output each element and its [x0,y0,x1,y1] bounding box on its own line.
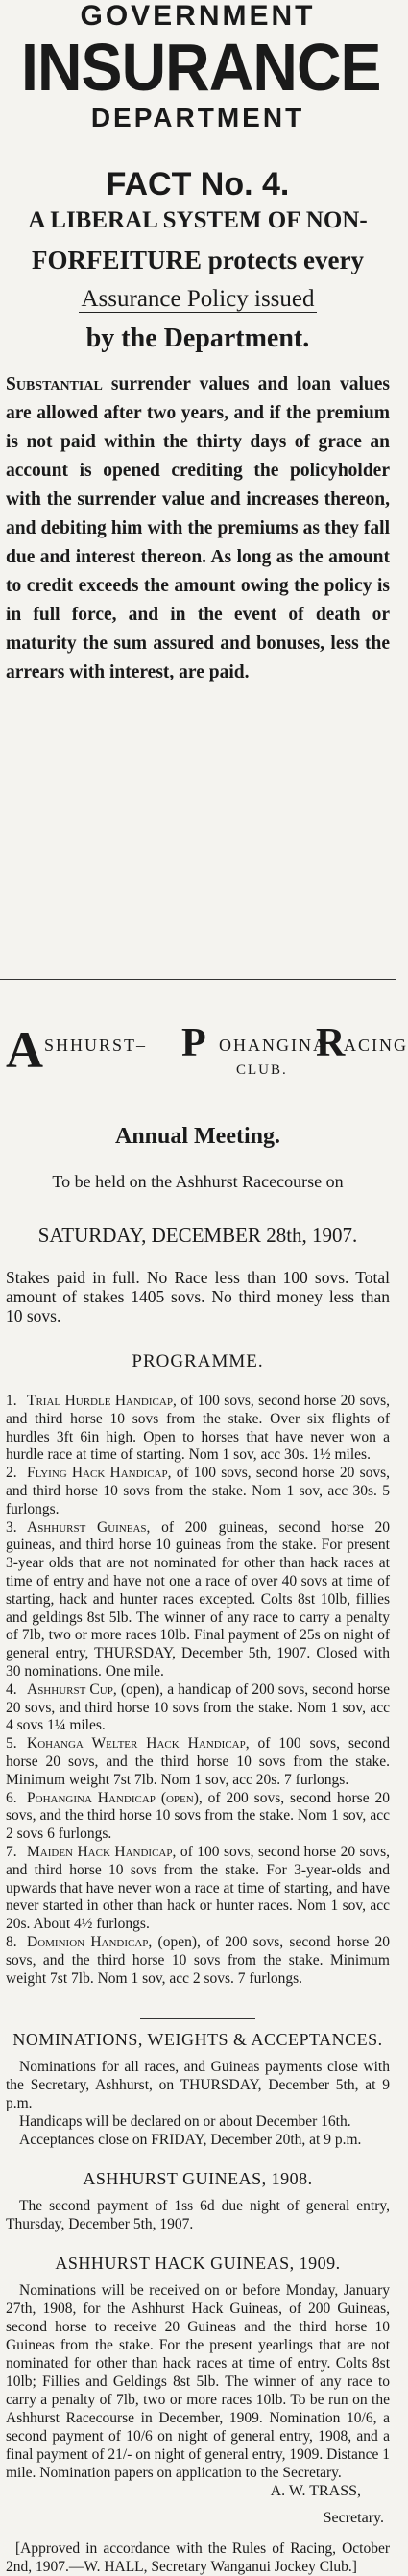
race-name: Ashhurst Cup, [27,1681,117,1698]
race-name: Kohanga Welter Hack Handicap, [27,1735,250,1753]
insurance-body-text [6,370,390,687]
race-details: of 200 sovs, second horse 20 sovs, and the third horse 10 sovs from the stake. Nom 1 sov, acc 2 sovs 6 furlongs. [6,1789,390,1843]
race-details: of 100 sovs, second horse 20 sovs, and the third horse 10 sovs from the stake. Minimum weight 7st 7lb. Nom 1 sov, acc 20s. 7 furlongs. [6,1735,390,1788]
meeting-date: SATURDAY, DECEMBER 28th, 1907. [37,1224,358,1247]
race-number: 6. [6,1789,17,1806]
programme-heading: PROGRAMME. [132,1351,264,1371]
race-details: (open), a handicap of 200 sovs, second horse 20 sovs, and third horse 10 sovs from the stake. Nom 1 sov, acc 4 sovs 1¼ miles. [6,1681,391,1734]
race-name: Dominion Handicap, [27,1933,153,1950]
secretary-role: Secretary. [323,2510,384,2527]
race-name: Flying Hack Handicap, [27,1465,172,1482]
race-name: Ashhurst Guineas, [27,1518,151,1536]
body-rest: surrender values and loan values are allowed after two years, and if the premium is not paid within the thirty days of grace an account is opened crediting the policyholder with the surrender value and increases thereon, and debiting him with the premiums as they fall due and interest thereon. As long as the amount to credit exceeds the amount owing the policy is in full force, and in the event of death or maturity the sum assured and bonuses, less the arrears with interest, are paid. [6,374,390,682]
title-initial-r: R [316,1021,346,1065]
guineas-heading: ASHHURST GUINEAS, 1908. [83,2169,313,2189]
handicaps-text: Handicaps will be declared on or about December 16th. [19,2113,351,2131]
secretary-name: A. W. TRASS, [270,2483,361,2500]
title-word-pohangina: OHANGINA [219,1036,327,1055]
race-number: 1. [6,1393,17,1409]
club-title [6,1021,408,1089]
title-word-ashhurst-text: SHHURST [44,1036,137,1055]
column-divider [0,979,396,980]
race-name: Trial Hurdle Handicap, [27,1393,177,1409]
race-item [6,1790,390,1844]
race-number: 7. [6,1843,17,1860]
hack-guineas-heading: ASHHURST HACK GUINEAS, 1909. [55,2254,341,2274]
race-details: of 200 guineas, second horse 20 guineas, and third horse 10 guineas from the stake. For present 3-year olds that are not nominated for other than hack races at time of entry and have not one a race of over 40 sovs at time of starting, hack and hunter races excepted. Colts 8st 10lb, fillies and geldings 8st 5lb. The winner of any race to carry a penalty of 7lb, two or more races 10lb. Final payment of 25s on night of general entry, THURSDAY, December 5th, 1907. Closed with 30 nominations. One mile. [6,1518,391,1680]
title-word-racing: ACING [344,1036,408,1055]
body-lead-word: Substantial [6,374,103,394]
race-item [6,1682,390,1735]
race-item [6,1735,390,1789]
nominations-heading: NOMINATIONS, WEIGHTS & ACCEPTANCES. [12,2030,383,2050]
fact-heading: FACT No. 4. [106,166,290,203]
tagline-line-2: FORFEITURE protects every [32,246,364,274]
title-word-club: CLUB. [236,1062,288,1078]
race-number: 4. [6,1681,17,1698]
race-item [6,1519,390,1682]
race-number: 3. [6,1518,17,1536]
race-details: (open), of 200 sovs, second horse 20 sovs, and the third horse 10 sovs from the stake. Minimum weight 7st 7lb. Nom 1 sov, acc 2 sovs. 7 furlongs. [6,1933,391,1987]
tagline-line-3-text: Assurance Policy issued [81,286,315,312]
race-details: of 100 sovs, second horse 20 sovs, and third horse 10 sovs from the stake. Nom 1 sov, acc 30s. 5 furlongs. [6,1465,391,1517]
race-details: of 100 sovs, second horse 20 sovs, and third horse 10 sovs from the stake. For 3-year-olds and upwards that have never won a race at time of starting, and have never started in other than hack or hunter races. Nom 1 sov, acc 20s. About 4½ furlongs. [6,1843,390,1933]
race-name: Maiden Hack Handicap, [27,1843,177,1860]
title-initial-p: P [181,1021,206,1065]
racing-club-advertisement [6,1021,408,2576]
stakes-paragraph: Stakes paid in full. No Race less than 100 sovs. Total amount of stakes 1405 sovs. No third money less than 10 sovs. [6,1268,390,1325]
tagline-line-4: by the Department. [85,323,310,353]
race-name: Pohangina Handicap (open), [27,1789,203,1806]
venue-line: To be held on the Ashhurst Racecourse on [52,1172,344,1191]
race-number: 2. [6,1465,17,1482]
tagline-line-1: A LIBERAL SYSTEM OF NON- [28,207,368,233]
title-word-ashhurst: SHHURST– [44,1036,148,1055]
approval-note: [Approved in accordance with the Rules of Racing, October 2nd, 1907.—W. HALL, Secretary Wanganui Jockey Club.] [6,2540,390,2576]
race-details: of 100 sovs, second horse 20 sovs, and third horse 10 sovs from the stake. Over six flights of hurdles 3ft 6in high. Open to horses that have never won a hurdle race at time of starting. Nom 1 sov, acc 30s. 1½ miles. [6,1393,391,1464]
race-item [6,1465,390,1518]
ad-heading-government: GOVERNMENT [80,0,316,32]
race-item [6,1393,390,1465]
race-item [6,1934,390,1988]
tagline-line-3 [6,282,390,317]
title-initial-a: A [6,1021,43,1079]
annual-meeting-heading: Annual Meeting. [114,1124,280,1149]
race-item [6,1844,390,1934]
ad-heading-insurance: INSURANCE [21,30,381,105]
hack-guineas-text: Nominations will be received on or before Monday, January 27th, 1908, for the Ashhurst Hack Guineas, of 200 Guineas, second horse to receive 20 Guineas and the third horse 10 Guineas from the stake. For the present yearlings that are not nominated for other than hack races at time of entry. Colts 8st 10lb; Fillies and Geldings 8st 5lb. The winner of any race to carry a penalty of 7lb, two or more races 10lb. To be run on the Ashhurst Racecourse in December, 1909. Nomination 10/6, a second payment of 10/6 on night of general entry, 1908, and a final payment of 21/- on night of general entry, 1909. Distance 1 mile. Nomination papers on application to the Secretary. [6,2282,390,2482]
race-number: 5. [6,1735,17,1753]
ad-heading-department: DEPARTMENT [90,103,305,132]
nominations-text: Nominations for all races, and Guineas payments close with the Secretary, Ashhurst, on THURSDAY, December 5th, at 9 p.m. [6,2059,390,2112]
guineas-text: The second payment of 1ss 6d due night of general entry, Thursday, December 5th, 1907. [6,2198,390,2233]
insurance-advertisement [6,0,390,687]
race-number: 8. [6,1933,17,1950]
acceptances-text: Acceptances close on FRIDAY, December 20th, at 9 p.m. [19,2132,362,2149]
race-list [6,1393,390,1988]
